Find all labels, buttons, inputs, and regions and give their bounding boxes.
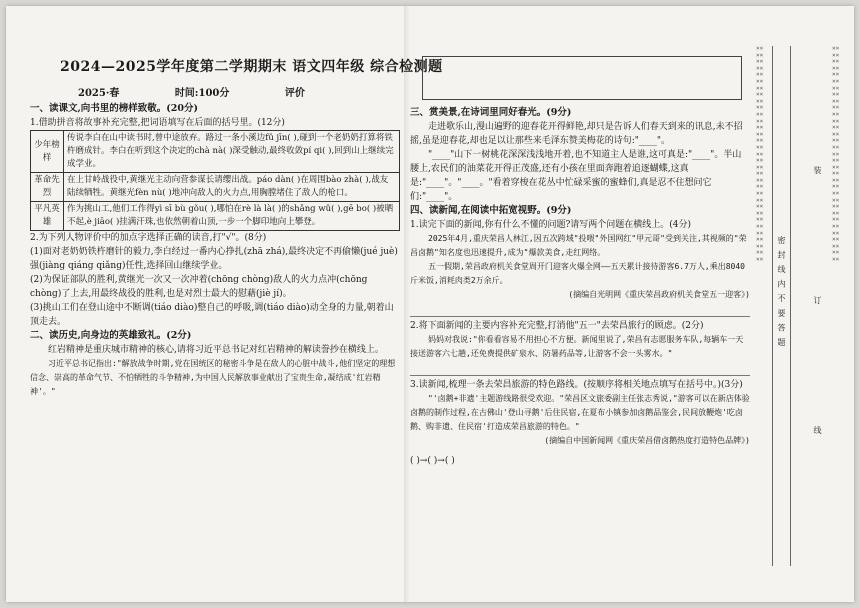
row-text: 在上甘岭战役中,黄继光主动向营参谋长请缨出战。páo dàn( )在周围bào zhà( ),战友陆续牺牲。黄继光fèn nù( )地冲向敌人的火力点,用胸膛堵住了敌人的枪口。 (64, 173, 400, 202)
news-4: "'卤鹅+非遗'主题游线路很受欢迎。"荣昌区文旅委副主任张志秀说,"游客可以在新店体验卤鹅的制作过程,在古佛山'登山寻鹅'后住民宿,在夏布小镇参加卤鹅品鉴会,民间放鞭炮'吃卤鹅、购非遗、住民宿'打造成荣昌旅游的特色。" (410, 394, 750, 431)
seal-notice: 密 封 线 内 不 要 答 题 (777, 236, 786, 348)
binding-margin (750, 46, 846, 566)
margin-line (772, 46, 773, 566)
right-column (410, 106, 750, 468)
bind-mark-1: 装 (813, 166, 822, 176)
table-row (31, 202, 400, 231)
section-4-heading: 四、读新闻,在阅读中拓宽视野。(9分) (410, 205, 572, 216)
exam-meta (78, 84, 357, 99)
margin-line (790, 46, 791, 566)
s4-q2: 2.将下面新闻的主要内容补充完整,打消他"五一"去荣昌旅行的顾虑。(2分) (410, 321, 704, 331)
answer-box (422, 56, 742, 100)
bind-mark-3: 线 (813, 426, 822, 436)
q2-prompt: 2.为下列人物评价中的加点字选择正确的读音,打"√"。(8分) (30, 233, 267, 243)
source-2: (摘编自中国新闻网《重庆荣昌借卤鹅热度打造特色品牌》) (544, 436, 750, 445)
exam-sheet (6, 6, 854, 602)
section-2-heading: 二、读历史,向身边的英雄致礼。(2分) (30, 330, 192, 341)
answer-line[interactable] (410, 363, 750, 376)
s4-q3: 3.读新闻,梳理一条去荣昌旅游的特色路线。(按顺序将相关地点填写在括号中。)(3分) (410, 380, 743, 390)
route-blanks[interactable]: ( )→( )→( ) (410, 456, 455, 466)
q1-prompt: 1.借助拼音将故事补充完整,把词语填写在后面的括号里。(12分) (30, 118, 285, 128)
row-text: 传说李白在山中读书时,曾中途放弃。路过一条小溪边fǔ jīn( ),碰到一个老奶奶打算将铁杵磨成针。李白在听到这个决定的chà nà( )深受触动,最终收敛pí qi( ),回到山上继续完成学业。 (64, 131, 400, 173)
q2-item-3: (3)挑山工们在登山途中不断调(tiáo diào)整自己的呼吸,调(tiáo diào)动全身的力量,朝着山顶走去。 (30, 303, 394, 327)
pinyin-table (30, 130, 400, 231)
table-row (31, 131, 400, 173)
news-3: 妈妈对我说:"你看看容易不用担心不方便。新闻里说了,荣昌有志愿服务车队,每辆车一天接送游客六七趟,还免费提供矿泉水、防暑药品等,让游客不会一头雾水。" (410, 335, 744, 358)
s4-q1: 1.读完下面的新闻,你有什么不懂的问题?请写两个问题在横线上。(4分) (410, 220, 692, 230)
score-label: 评价 (284, 88, 305, 99)
s3-para-2: "____"山下一树桃花深深浅浅地开着,也不知道主人是谁,这可真是:"____"。半山腰上,农民们的油菜花开得正茂盛,还有小孩在里面奔跑着追逐蝴蝶,这真是:"____"。"____。"看着穿梭在花丛中忙碌采蜜的蜜蜂们,真是忍不住想问它们:"____"。 (410, 150, 742, 202)
left-column (30, 102, 400, 399)
row-text: 作为挑山工,他们工作得yì sī bù gǒu( ),哪怕在rè là là( )的shǎng wǔ( ),gē bo( )被晒不起,è jiāo( )挂满汗珠,也依然朝着山顶,一步一个脚印地向上攀登。 (64, 202, 400, 231)
answer-line[interactable] (410, 304, 750, 317)
x-border: ×××××××××××××××××××××××××××××××××××××××××××××××××××××××××××××××××× (756, 45, 764, 263)
section-1-heading: 一、读课文,向书里的榜样致敬。(20分) (30, 103, 199, 114)
x-border: ×××××××××××××××××××××××××××××××××××××××××××××××××××××××××××××××××× (832, 45, 840, 263)
s2-intro: 红岩精神是重庆城市精神的核心,请将习近平总书记对红岩精神的解读誊抄在横线上。 (48, 345, 384, 355)
row-key: 革命先烈 (31, 173, 64, 202)
year-label: 2025·春 (78, 88, 120, 99)
bind-mark-2: 订 (813, 296, 822, 306)
s2-quote: 习近平总书记指出:"解放战争时期,党在国统区的秘密斗争是在敌人的心脏中战斗,他们坚定的理想信念、崇高的革命气节、不怕牺牲的斗争精神,为中国人民解放事业献出了宝贵生命,凝结成'红岩精神'。" (30, 359, 396, 396)
time-label: 时间:100分 (174, 88, 230, 99)
table-row (31, 173, 400, 202)
exam-title: 2024—2025学年度第二学期期末 语文四年级 综合检测题 (60, 59, 443, 75)
news-2: 五一假期,荣昌政府机关食堂周开门迎客火爆全网——五天累计接待游客6.7万人,乘出8040斤米饭,消耗肉类2万余斤。 (410, 262, 745, 285)
source-1: (摘编自光明网《重庆荣昌政府机关食堂五一迎客》) (568, 290, 750, 299)
news-1: 2025年4月,重庆荣昌人林江,因五次跨域"投喂"外国网红"甲元哥"受到关注,其视频的"荣昌卤鹅"知名度也迅速提升,成为"爆款美食,走红网络。 (410, 234, 747, 257)
row-key: 少年榜样 (31, 131, 64, 173)
q2-item-1: (1)面对老奶奶铁杵磨针的毅力,李白经过一番内心挣扎(zhā zhá),最终决定不再偷懒(jué juè)强(jiàng qiáng qiǎng)任性,选择回山继续学业。 (30, 247, 398, 271)
q2-item-2: (2)为保证部队的胜利,黄继光一次又一次冲着(chōng chòng)敌人的火力点冲(chōng chòng)了上去,用最终战役的胜利,也是对烈士最大的慰藉(jiè jí)。 (30, 275, 368, 299)
section-3-heading: 三、赏美景,在诗词里同好春光。(9分) (410, 107, 572, 118)
row-key: 平凡英雄 (31, 202, 64, 231)
s3-para-1: 走进歌乐山,漫山遍野的迎春花开得鲜艳,却只是告诉人们春天到来的讯息,未不招摇,虽是迎春花,却也足以让那些来毛泽东赞美梅花的诗句:"____"。 (410, 122, 743, 146)
